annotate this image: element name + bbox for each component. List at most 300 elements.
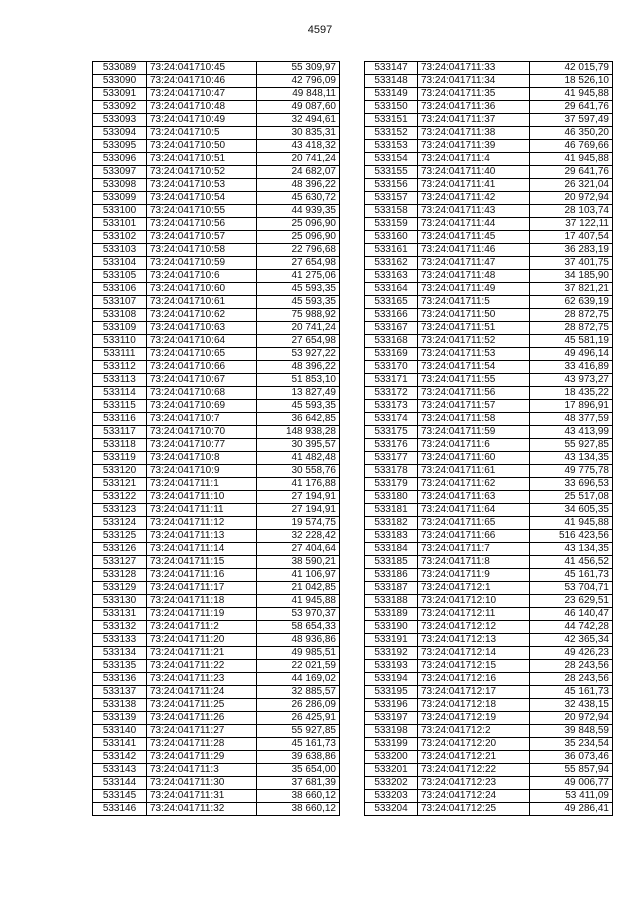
row-number-cell: 533149 <box>365 88 418 101</box>
value-cell: 49 848,11 <box>257 88 340 101</box>
cadastral-number-cell: 73:24:041711:5 <box>418 296 530 309</box>
table-row <box>365 140 613 153</box>
row-number-cell: 533172 <box>365 387 418 400</box>
row-number-cell: 533186 <box>365 569 418 582</box>
cadastral-number-cell: 73:24:041711:53 <box>418 348 530 361</box>
table-row <box>93 582 340 595</box>
table-row <box>365 413 613 426</box>
cadastral-number-cell: 73:24:041710:58 <box>147 244 257 257</box>
row-number-cell: 533159 <box>365 218 418 231</box>
table-row <box>93 335 340 348</box>
cadastral-number-cell: 73:24:041710:49 <box>147 114 257 127</box>
table-row <box>93 75 340 88</box>
row-number-cell: 533101 <box>93 218 147 231</box>
table-row <box>365 166 613 179</box>
value-cell: 28 103,74 <box>530 205 613 218</box>
cadastral-number-cell: 73:24:041711:35 <box>418 88 530 101</box>
value-cell: 28 872,75 <box>530 309 613 322</box>
table-row <box>365 699 613 712</box>
cadastral-number-cell: 73:24:041712:16 <box>418 673 530 686</box>
value-cell: 36 073,46 <box>530 751 613 764</box>
cadastral-number-cell: 73:24:041711:11 <box>147 504 257 517</box>
value-cell: 53 704,71 <box>530 582 613 595</box>
table-row <box>365 218 613 231</box>
table-row <box>93 413 340 426</box>
table-row <box>365 400 613 413</box>
row-number-cell: 533203 <box>365 790 418 803</box>
table-row <box>93 400 340 413</box>
value-cell: 49 087,60 <box>257 101 340 114</box>
cadastral-number-cell: 73:24:041711:14 <box>147 543 257 556</box>
value-cell: 42 365,34 <box>530 634 613 647</box>
row-number-cell: 533135 <box>93 660 147 673</box>
cadastral-number-cell: 73:24:041711:63 <box>418 491 530 504</box>
value-cell: 49 985,51 <box>257 647 340 660</box>
value-cell: 37 681,39 <box>257 777 340 790</box>
row-number-cell: 533123 <box>93 504 147 517</box>
cadastral-number-cell: 73:24:041711:20 <box>147 634 257 647</box>
value-cell: 38 660,12 <box>257 790 340 803</box>
table-row <box>93 244 340 257</box>
row-number-cell: 533114 <box>93 387 147 400</box>
value-cell: 26 286,09 <box>257 699 340 712</box>
value-cell: 25 517,08 <box>530 491 613 504</box>
table-row <box>365 374 613 387</box>
row-number-cell: 533188 <box>365 595 418 608</box>
table-row <box>365 465 613 478</box>
value-cell: 45 581,19 <box>530 335 613 348</box>
value-cell: 25 096,90 <box>257 231 340 244</box>
cadastral-number-cell: 73:24:041712:1 <box>418 582 530 595</box>
cadastral-number-cell: 73:24:041712:12 <box>418 621 530 634</box>
value-cell: 33 696,53 <box>530 478 613 491</box>
value-cell: 148 938,28 <box>257 426 340 439</box>
value-cell: 43 413,99 <box>530 426 613 439</box>
table-row <box>93 374 340 387</box>
cadastral-number-cell: 73:24:041711:49 <box>418 283 530 296</box>
cadastral-number-cell: 73:24:041711:3 <box>147 764 257 777</box>
cadastral-number-cell: 73:24:041711:58 <box>418 413 530 426</box>
cadastral-number-cell: 73:24:041710:53 <box>147 179 257 192</box>
table-row <box>365 673 613 686</box>
cadastral-number-cell: 73:24:041711:52 <box>418 335 530 348</box>
table-row <box>93 504 340 517</box>
row-number-cell: 533197 <box>365 712 418 725</box>
table-row <box>365 322 613 335</box>
table-row <box>365 621 613 634</box>
cadastral-number-cell: 73:24:041710:60 <box>147 283 257 296</box>
row-number-cell: 533198 <box>365 725 418 738</box>
row-number-cell: 533174 <box>365 413 418 426</box>
value-cell: 27 404,64 <box>257 543 340 556</box>
value-cell: 35 654,00 <box>257 764 340 777</box>
cadastral-number-cell: 73:24:041712:24 <box>418 790 530 803</box>
table-row <box>93 712 340 725</box>
cadastral-number-cell: 73:24:041711:44 <box>418 218 530 231</box>
table-row <box>365 491 613 504</box>
value-cell: 35 234,54 <box>530 738 613 751</box>
value-cell: 22 796,68 <box>257 244 340 257</box>
table-row <box>93 725 340 738</box>
row-number-cell: 533147 <box>365 62 418 75</box>
cadastral-number-cell: 73:24:041710:51 <box>147 153 257 166</box>
row-number-cell: 533171 <box>365 374 418 387</box>
row-number-cell: 533100 <box>93 205 147 218</box>
value-cell: 32 228,42 <box>257 530 340 543</box>
table-row <box>93 686 340 699</box>
cadastral-number-cell: 73:24:041711:45 <box>418 231 530 244</box>
table-row <box>365 478 613 491</box>
table-body <box>93 62 340 816</box>
value-cell: 44 169,02 <box>257 673 340 686</box>
table-row <box>93 166 340 179</box>
table-row <box>93 556 340 569</box>
value-cell: 13 827,49 <box>257 387 340 400</box>
table-row <box>93 270 340 283</box>
cadastral-number-cell: 73:24:041711:23 <box>147 673 257 686</box>
table-row <box>365 309 613 322</box>
table-row <box>365 192 613 205</box>
value-cell: 27 654,98 <box>257 257 340 270</box>
cadastral-number-cell: 73:24:041711:61 <box>418 465 530 478</box>
value-cell: 42 015,79 <box>530 62 613 75</box>
value-cell: 41 945,88 <box>530 88 613 101</box>
row-number-cell: 533138 <box>93 699 147 712</box>
cadastral-number-cell: 73:24:041710:65 <box>147 348 257 361</box>
table-row <box>93 101 340 114</box>
row-number-cell: 533115 <box>93 400 147 413</box>
table-row <box>93 114 340 127</box>
cadastral-number-cell: 73:24:041711:34 <box>418 75 530 88</box>
value-cell: 34 185,90 <box>530 270 613 283</box>
cadastral-number-cell: 73:24:041710:7 <box>147 413 257 426</box>
value-cell: 48 396,22 <box>257 179 340 192</box>
value-cell: 37 821,21 <box>530 283 613 296</box>
row-number-cell: 533126 <box>93 543 147 556</box>
table-row <box>365 647 613 660</box>
table-row <box>365 153 613 166</box>
row-number-cell: 533183 <box>365 530 418 543</box>
row-number-cell: 533093 <box>93 114 147 127</box>
cadastral-number-cell: 73:24:041711:48 <box>418 270 530 283</box>
table-row <box>365 569 613 582</box>
cadastral-number-cell: 73:24:041711:38 <box>418 127 530 140</box>
row-number-cell: 533168 <box>365 335 418 348</box>
table-row <box>93 322 340 335</box>
value-cell: 55 309,97 <box>257 62 340 75</box>
cadastral-number-cell: 73:24:041711:17 <box>147 582 257 595</box>
value-cell: 25 096,90 <box>257 218 340 231</box>
row-number-cell: 533111 <box>93 348 147 361</box>
cadastral-number-cell: 73:24:041710:45 <box>147 62 257 75</box>
table-row <box>365 530 613 543</box>
row-number-cell: 533182 <box>365 517 418 530</box>
value-cell: 39 638,86 <box>257 751 340 764</box>
row-number-cell: 533176 <box>365 439 418 452</box>
table-row <box>93 218 340 231</box>
row-number-cell: 533097 <box>93 166 147 179</box>
value-cell: 49 775,78 <box>530 465 613 478</box>
value-cell: 49 006,77 <box>530 777 613 790</box>
table-row <box>93 257 340 270</box>
value-cell: 53 970,37 <box>257 608 340 621</box>
table-row <box>365 777 613 790</box>
value-cell: 43 134,35 <box>530 452 613 465</box>
value-cell: 20 972,94 <box>530 192 613 205</box>
table-row <box>365 231 613 244</box>
row-number-cell: 533104 <box>93 257 147 270</box>
table-row <box>93 452 340 465</box>
table-row <box>93 62 340 75</box>
value-cell: 46 350,20 <box>530 127 613 140</box>
cadastral-number-cell: 73:24:041711:51 <box>418 322 530 335</box>
table-row <box>93 88 340 101</box>
row-number-cell: 533108 <box>93 309 147 322</box>
table-row <box>365 114 613 127</box>
row-number-cell: 533155 <box>365 166 418 179</box>
value-cell: 17 407,54 <box>530 231 613 244</box>
cadastral-number-cell: 73:24:041710:62 <box>147 309 257 322</box>
row-number-cell: 533117 <box>93 426 147 439</box>
row-number-cell: 533118 <box>93 439 147 452</box>
value-cell: 75 988,92 <box>257 309 340 322</box>
cadastral-number-cell: 73:24:041710:69 <box>147 400 257 413</box>
table-row <box>365 387 613 400</box>
cadastral-number-cell: 73:24:041711:1 <box>147 478 257 491</box>
cadastral-number-cell: 73:24:041711:7 <box>418 543 530 556</box>
value-cell: 43 134,35 <box>530 543 613 556</box>
value-cell: 29 641,76 <box>530 101 613 114</box>
cadastral-number-cell: 73:24:041711:4 <box>418 153 530 166</box>
value-cell: 20 972,94 <box>530 712 613 725</box>
cadastral-number-cell: 73:24:041710:67 <box>147 374 257 387</box>
table-row <box>93 296 340 309</box>
cadastral-number-cell: 73:24:041712:25 <box>418 803 530 816</box>
value-cell: 38 660,12 <box>257 803 340 816</box>
table-row <box>93 660 340 673</box>
cadastral-number-cell: 73:24:041711:39 <box>418 140 530 153</box>
table-row <box>93 127 340 140</box>
value-cell: 44 742,28 <box>530 621 613 634</box>
table-row <box>365 582 613 595</box>
table-row <box>93 426 340 439</box>
table-row <box>93 790 340 803</box>
value-cell: 53 927,22 <box>257 348 340 361</box>
row-number-cell: 533094 <box>93 127 147 140</box>
table-row <box>93 205 340 218</box>
table-body <box>365 62 613 816</box>
table-row <box>93 530 340 543</box>
cadastral-number-cell: 73:24:041710:47 <box>147 88 257 101</box>
cadastral-number-cell: 73:24:041711:46 <box>418 244 530 257</box>
cadastral-number-cell: 73:24:041711:41 <box>418 179 530 192</box>
table-row <box>93 231 340 244</box>
cadastral-number-cell: 73:24:041710:52 <box>147 166 257 179</box>
value-cell: 49 426,23 <box>530 647 613 660</box>
value-cell: 29 641,76 <box>530 166 613 179</box>
cadastral-number-cell: 73:24:041710:59 <box>147 257 257 270</box>
cadastral-number-cell: 73:24:041710:8 <box>147 452 257 465</box>
cadastral-number-cell: 73:24:041711:25 <box>147 699 257 712</box>
table-row <box>365 556 613 569</box>
row-number-cell: 533157 <box>365 192 418 205</box>
row-number-cell: 533154 <box>365 153 418 166</box>
cadastral-number-cell: 73:24:041711:13 <box>147 530 257 543</box>
value-cell: 18 435,22 <box>530 387 613 400</box>
row-number-cell: 533165 <box>365 296 418 309</box>
cadastral-number-cell: 73:24:041710:64 <box>147 335 257 348</box>
row-number-cell: 533146 <box>93 803 147 816</box>
value-cell: 20 741,24 <box>257 153 340 166</box>
cadastral-number-cell: 73:24:041711:54 <box>418 361 530 374</box>
row-number-cell: 533195 <box>365 686 418 699</box>
cadastral-number-cell: 73:24:041712:23 <box>418 777 530 790</box>
table-row <box>93 192 340 205</box>
table-row <box>365 335 613 348</box>
row-number-cell: 533145 <box>93 790 147 803</box>
row-number-cell: 533148 <box>365 75 418 88</box>
cadastral-number-cell: 73:24:041711:6 <box>418 439 530 452</box>
table-row <box>93 608 340 621</box>
cadastral-number-cell: 73:24:041711:24 <box>147 686 257 699</box>
cadastral-number-cell: 73:24:041712:10 <box>418 595 530 608</box>
row-number-cell: 533107 <box>93 296 147 309</box>
value-cell: 45 593,35 <box>257 283 340 296</box>
table-row <box>93 595 340 608</box>
cadastral-number-cell: 73:24:041710:46 <box>147 75 257 88</box>
row-number-cell: 533144 <box>93 777 147 790</box>
table-row <box>365 712 613 725</box>
row-number-cell: 533192 <box>365 647 418 660</box>
row-number-cell: 533164 <box>365 283 418 296</box>
value-cell: 45 161,73 <box>530 686 613 699</box>
row-number-cell: 533196 <box>365 699 418 712</box>
row-number-cell: 533141 <box>93 738 147 751</box>
row-number-cell: 533150 <box>365 101 418 114</box>
table-row <box>365 348 613 361</box>
row-number-cell: 533152 <box>365 127 418 140</box>
cadastral-number-cell: 73:24:041711:26 <box>147 712 257 725</box>
value-cell: 44 939,35 <box>257 205 340 218</box>
table-row <box>93 309 340 322</box>
register-table-right <box>364 61 613 816</box>
row-number-cell: 533139 <box>93 712 147 725</box>
cadastral-number-cell: 73:24:041711:36 <box>418 101 530 114</box>
table-row <box>365 517 613 530</box>
cadastral-number-cell: 73:24:041710:50 <box>147 140 257 153</box>
row-number-cell: 533140 <box>93 725 147 738</box>
cadastral-number-cell: 73:24:041712:18 <box>418 699 530 712</box>
cadastral-number-cell: 73:24:041711:31 <box>147 790 257 803</box>
row-number-cell: 533160 <box>365 231 418 244</box>
table-row <box>365 244 613 257</box>
value-cell: 41 482,48 <box>257 452 340 465</box>
value-cell: 23 629,51 <box>530 595 613 608</box>
value-cell: 20 741,24 <box>257 322 340 335</box>
table-row <box>93 699 340 712</box>
cadastral-number-cell: 73:24:041711:8 <box>418 556 530 569</box>
cadastral-number-cell: 73:24:041710:70 <box>147 426 257 439</box>
cadastral-number-cell: 73:24:041711:33 <box>418 62 530 75</box>
table-row <box>93 387 340 400</box>
row-number-cell: 533161 <box>365 244 418 257</box>
row-number-cell: 533178 <box>365 465 418 478</box>
table-row <box>365 790 613 803</box>
row-number-cell: 533099 <box>93 192 147 205</box>
cadastral-number-cell: 73:24:041710:5 <box>147 127 257 140</box>
value-cell: 28 243,56 <box>530 660 613 673</box>
table-row <box>365 595 613 608</box>
cadastral-number-cell: 73:24:041711:10 <box>147 491 257 504</box>
cadastral-number-cell: 73:24:041711:27 <box>147 725 257 738</box>
value-cell: 41 945,88 <box>257 595 340 608</box>
row-number-cell: 533185 <box>365 556 418 569</box>
row-number-cell: 533156 <box>365 179 418 192</box>
value-cell: 26 425,91 <box>257 712 340 725</box>
value-cell: 55 857,94 <box>530 764 613 777</box>
value-cell: 48 396,22 <box>257 361 340 374</box>
value-cell: 62 639,19 <box>530 296 613 309</box>
cadastral-number-cell: 73:24:041711:16 <box>147 569 257 582</box>
row-number-cell: 533158 <box>365 205 418 218</box>
cadastral-number-cell: 73:24:041710:61 <box>147 296 257 309</box>
row-number-cell: 533105 <box>93 270 147 283</box>
cadastral-number-cell: 73:24:041710:56 <box>147 218 257 231</box>
table-row <box>365 751 613 764</box>
value-cell: 49 286,41 <box>530 803 613 816</box>
table-row <box>365 803 613 816</box>
row-number-cell: 533109 <box>93 322 147 335</box>
cadastral-number-cell: 73:24:041711:9 <box>418 569 530 582</box>
row-number-cell: 533180 <box>365 491 418 504</box>
table-row <box>93 751 340 764</box>
row-number-cell: 533193 <box>365 660 418 673</box>
row-number-cell: 533143 <box>93 764 147 777</box>
cadastral-number-cell: 73:24:041711:22 <box>147 660 257 673</box>
table-row <box>365 179 613 192</box>
table-row <box>365 634 613 647</box>
table-row <box>365 75 613 88</box>
value-cell: 38 590,21 <box>257 556 340 569</box>
table-row <box>93 439 340 452</box>
value-cell: 45 593,35 <box>257 400 340 413</box>
cadastral-number-cell: 73:24:041711:12 <box>147 517 257 530</box>
cadastral-number-cell: 73:24:041711:64 <box>418 504 530 517</box>
row-number-cell: 533128 <box>93 569 147 582</box>
table-row <box>365 296 613 309</box>
row-number-cell: 533136 <box>93 673 147 686</box>
cadastral-number-cell: 73:24:041710:9 <box>147 465 257 478</box>
table-row <box>365 686 613 699</box>
table-row <box>365 452 613 465</box>
value-cell: 45 161,73 <box>530 569 613 582</box>
row-number-cell: 533089 <box>93 62 147 75</box>
row-number-cell: 533142 <box>93 751 147 764</box>
row-number-cell: 533184 <box>365 543 418 556</box>
table-row <box>365 504 613 517</box>
value-cell: 49 496,14 <box>530 348 613 361</box>
value-cell: 19 574,75 <box>257 517 340 530</box>
value-cell: 45 593,35 <box>257 296 340 309</box>
cadastral-number-cell: 73:24:041711:21 <box>147 647 257 660</box>
row-number-cell: 533194 <box>365 673 418 686</box>
row-number-cell: 533122 <box>93 491 147 504</box>
value-cell: 46 140,47 <box>530 608 613 621</box>
table-row <box>93 634 340 647</box>
table-row <box>93 140 340 153</box>
table-row <box>93 569 340 582</box>
cadastral-number-cell: 73:24:041711:57 <box>418 400 530 413</box>
